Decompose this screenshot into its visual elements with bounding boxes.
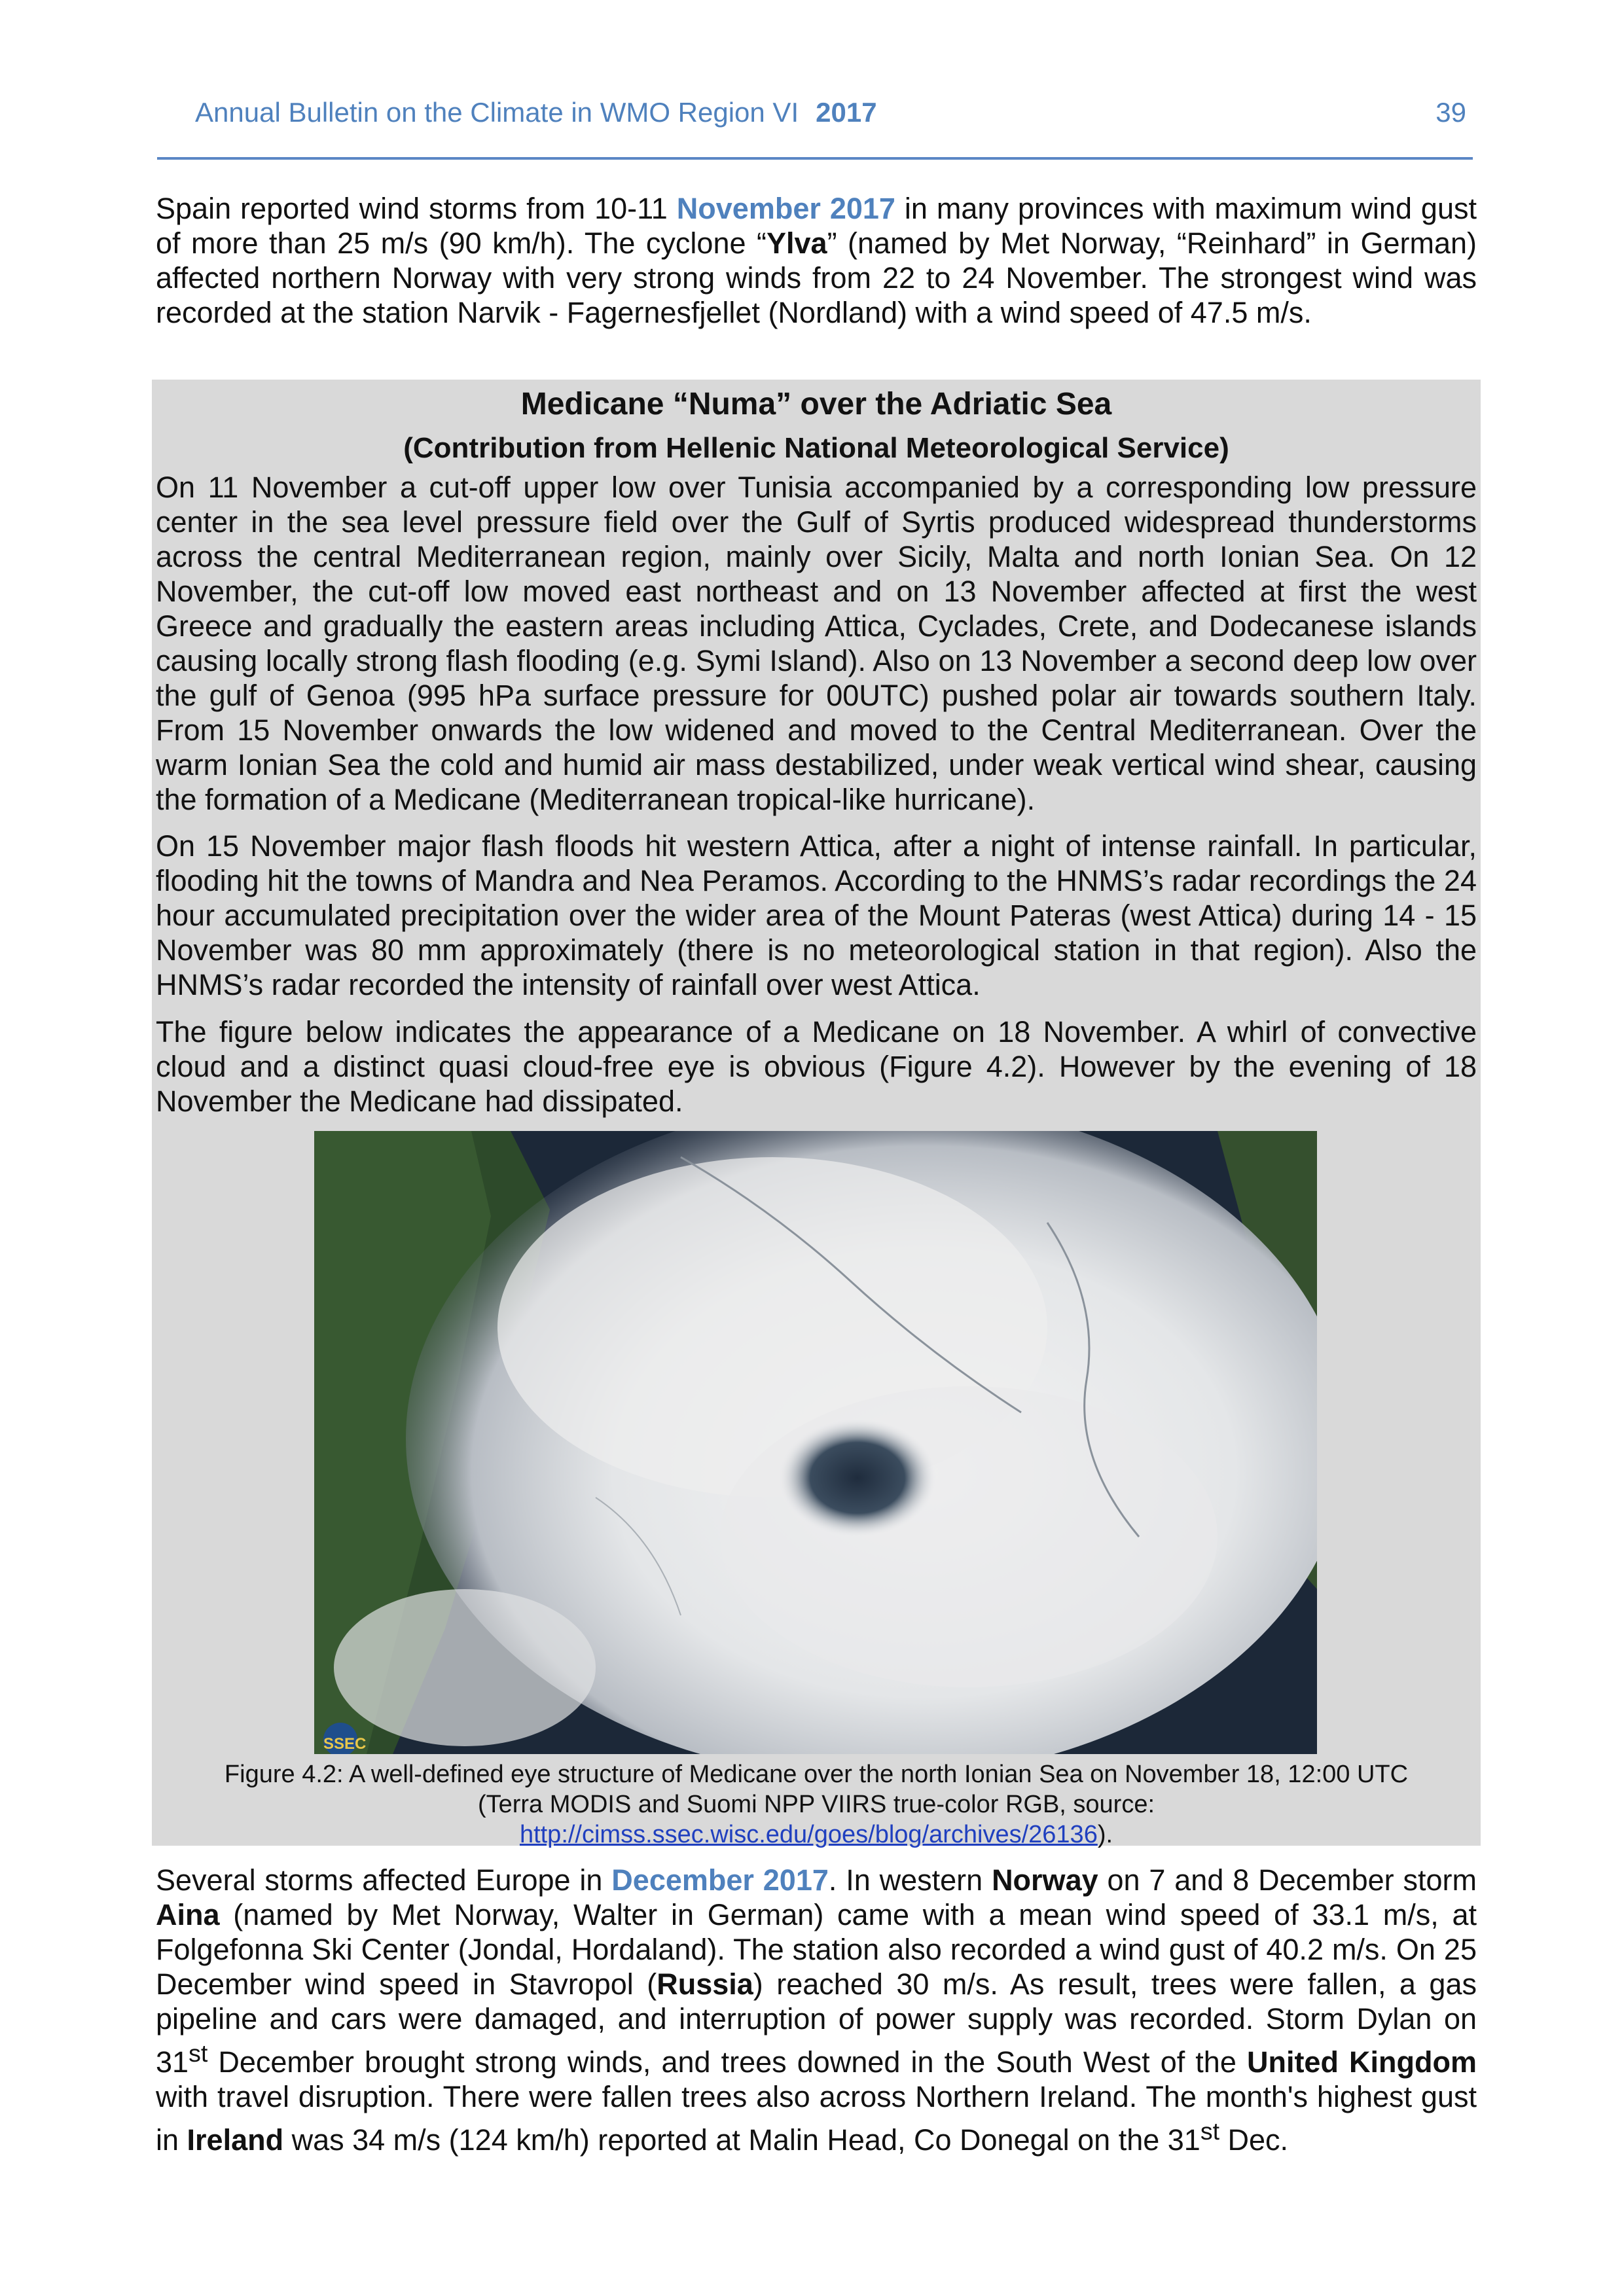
cyclone-ylva: Ylva	[766, 226, 827, 260]
box-paragraph-2: On 15 November major flash floods hit western Attica, after a night of intense rainfall. In particular, flooding hit the towns of Mandra and Nea Peramos. According to the HNMS’s radar recordings the 24 hour accumulated precipitation over the wider area of the Mount Pateras (west Attica) during 14 - 15 November was 80 mm approximately (there is no meteorological station in that region). Also the HNMS’s radar recorded the intensity of rainfall over west Attica.	[156, 829, 1477, 1001]
box-title: Medicane “Numa” over the Adriatic Sea	[520, 387, 1112, 422]
medicane-box	[152, 380, 1481, 1846]
box-paragraph-1: On 11 November a cut-off upper low over Tunisia accompanied by a corresponding low pressure center in the sea level pressure field over the Gulf of Syrtis produced widespread thunderstorms across the central Mediterranean region, mainly over Sicily, Malta and north Ionian Sea. On 12 November, the cut-off low moved east northeast and on 13 November affected at first the west Greece and gradually the eastern areas including Attica, Cyclades, Crete, and Dodecanese islands causing locally strong flash flooding (e.g. Symi Island). Also on 13 November a second deep low over the gulf of Genoa (995 hPa surface pressure for 00UTC) pushed polar air towards southern Italy. From 15 November onwards the low widened and moved to the Central Mediterranean. Over the warm Ionian Sea the cold and humid air mass destabilized, under weak vertical wind shear, causing the formation of a Medicane (Mediterranean tropical-like hurricane).	[156, 471, 1477, 816]
source-link[interactable]: http://cimss.ssec.wisc.edu/goes/blog/archives/26136	[519, 1821, 1098, 1848]
box-subtitle: (Contribution from Hellenic National Meteorological Service)	[403, 432, 1229, 464]
box-paragraph-3: The figure below indicates the appearance of a Medicane on 18 November. A whirl of convective cloud and a distinct quasi cloud-free eye is obvious (Figure 4.2). However by the evening of 18 November the Medicane had dissipated.	[156, 1015, 1477, 1118]
satellite-image	[314, 1131, 1317, 1754]
month-december: December 2017	[611, 1863, 829, 1897]
page-header	[157, 92, 1473, 160]
bulletin-year: 2017	[816, 97, 877, 128]
page-number: 39	[1435, 97, 1466, 128]
ssec-logo: SSEC	[323, 1735, 367, 1753]
bulletin-title: Annual Bulletin on the Climate in WMO Region VI 2017	[195, 97, 877, 128]
figure-caption: Figure 4.2: A well-defined eye structure of Medicane over the north Ionian Sea on November 18, 12:00 UTC (Terra MODIS and Suomi NPP VIIRS true-color RGB, source: http://cimss.ssec.wisc.edu/goes/blog/archives/26136).	[224, 1761, 1409, 1848]
month-november: November 2017	[676, 192, 895, 225]
december-paragraph: Several storms affected Europe in December 2017. In western Norway on 7 and 8 December storm Aina (named by Met Norway, Walter in German) came with a mean wind speed of 33.1 m/s, at Folgefonna Ski Center (Jondal, Hordaland). The station also recorded a wind gust of 40.2 m/s. On 25 December wind speed in Stavropol (Russia) reached 30 m/s. As result, trees were fallen, a gas pipeline and cars were damaged, and interruption of power supply was recorded. Storm Dylan on 31st December brought strong winds, and trees downed in the South West of the United Kingdom with travel disruption. There were fallen trees also across Northern Ireland. The month's highest gust in Ireland was 34 m/s (124 km/h) reported at Malin Head, Co Donegal on the 31st Dec.	[156, 1863, 1477, 2157]
intro-paragraph: Spain reported wind storms from 10-11 November 2017 in many provinces with maximum wind gust of more than 25 m/s (90 km/h). The cyclone “Ylva” (named by Met Norway, “Reinhard” in German) affected northern Norway with very strong winds from 22 to 24 November. The strongest wind was recorded at the station Narvik - Fagernesfjellet (Nordland) with a wind speed of 47.5 m/s.	[156, 192, 1477, 329]
medicane-satellite-picture	[314, 1131, 1317, 1754]
